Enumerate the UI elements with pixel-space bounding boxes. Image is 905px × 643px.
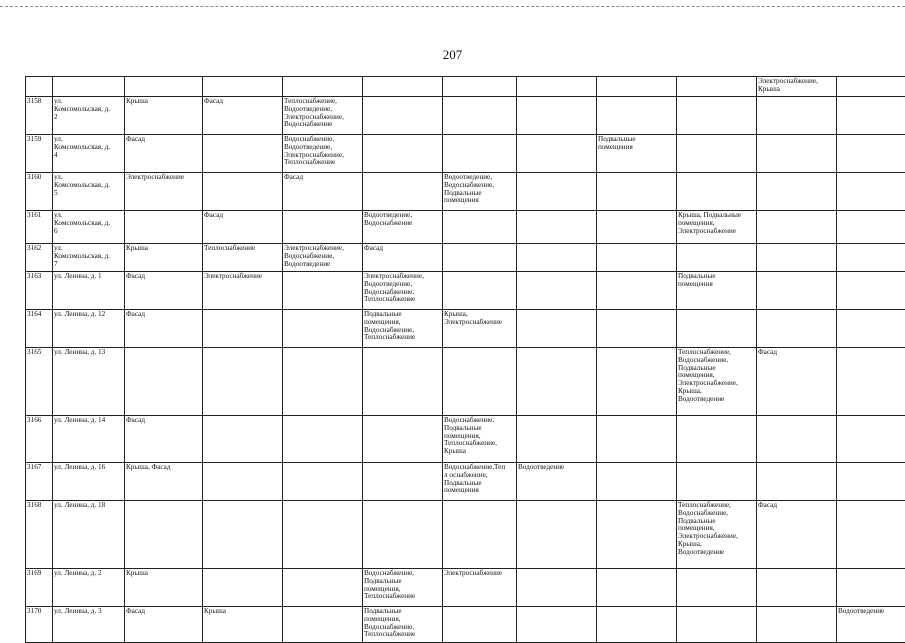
row-number-cell: 3167 xyxy=(26,463,53,501)
table-cell: Теплоснабжение, Водоотведение, Электроснабжение, Водоснабжение xyxy=(283,97,363,135)
table-cell xyxy=(283,463,363,501)
table-cell xyxy=(53,77,125,97)
table-header-row xyxy=(26,77,905,97)
table-cell xyxy=(283,416,363,463)
table-row xyxy=(26,135,905,173)
table-cell xyxy=(517,135,597,173)
table-cell xyxy=(677,244,757,272)
table-cell xyxy=(677,135,757,173)
table-cell: Фасад xyxy=(203,97,283,135)
table-cell xyxy=(837,569,905,607)
table-cell xyxy=(443,501,517,569)
table-cell: Фасад xyxy=(203,211,283,244)
table-cell xyxy=(597,463,677,501)
table-cell: Теплоснабжение, Водоснабжение, Подвальные помещения, Электроснабжение, Крыша, Водоотведение xyxy=(677,501,757,569)
table-cell: Фасад xyxy=(757,348,837,416)
table-cell: Крыша xyxy=(125,569,203,607)
table-cell xyxy=(443,348,517,416)
table-cell xyxy=(443,97,517,135)
table-cell xyxy=(597,173,677,211)
table-cell xyxy=(597,310,677,348)
table-row xyxy=(26,244,905,272)
row-number-cell: 3162 xyxy=(26,244,53,272)
table-cell xyxy=(363,97,443,135)
table-row xyxy=(26,272,905,310)
table-cell: Электроснабжение, Водоснабжение, Водоотведение xyxy=(283,244,363,272)
table-cell: Электроснабжение xyxy=(443,569,517,607)
table-cell: Крыша, Фасад xyxy=(125,463,203,501)
repair-schedule-table xyxy=(25,76,905,643)
table-cell: Водоотведение, Водоснабжение, Подвальные помещения xyxy=(443,173,517,211)
table-cell xyxy=(517,501,597,569)
row-number-cell: 3158 xyxy=(26,97,53,135)
table-cell xyxy=(757,173,837,211)
table-cell: Подвальные помещения, Водоснабжение, Теплоснабжение xyxy=(363,607,443,643)
address-cell: ул. Комсомольская, д. 4 xyxy=(53,135,125,173)
table-cell xyxy=(757,211,837,244)
table-cell xyxy=(517,272,597,310)
table-cell xyxy=(363,135,443,173)
table-cell xyxy=(597,416,677,463)
table-cell xyxy=(517,211,597,244)
table-cell xyxy=(517,416,597,463)
table-cell xyxy=(517,97,597,135)
table-cell: Крыша xyxy=(125,97,203,135)
table-row xyxy=(26,348,905,416)
table-cell xyxy=(837,348,905,416)
table-cell: Электроснабжение, Крыша xyxy=(757,77,837,97)
table-cell xyxy=(443,77,517,97)
row-number-cell: 3161 xyxy=(26,211,53,244)
table-cell: Крыша xyxy=(203,607,283,643)
address-cell: ул. Ленина, д. 1 xyxy=(53,272,125,310)
table-cell xyxy=(597,244,677,272)
table-cell xyxy=(757,463,837,501)
table-cell: Электроснабжение xyxy=(125,173,203,211)
table-cell: Теплоснабжение xyxy=(203,244,283,272)
table-cell xyxy=(203,135,283,173)
table-cell xyxy=(677,77,757,97)
table-cell xyxy=(597,501,677,569)
table-cell: Водоотведение xyxy=(517,463,597,501)
table-cell: Водоснабжение,Теп л оснабжение, Подвальные помещения xyxy=(443,463,517,501)
table-cell xyxy=(517,569,597,607)
table-cell xyxy=(597,607,677,643)
address-cell: ул. Ленина, д. 14 xyxy=(53,416,125,463)
table-cell xyxy=(517,173,597,211)
table-row xyxy=(26,173,905,211)
table-cell xyxy=(597,569,677,607)
table-cell xyxy=(125,501,203,569)
table-cell xyxy=(26,77,53,97)
table-cell xyxy=(283,348,363,416)
table-cell: Крыша, Подвальные помещения, Электроснабжение xyxy=(677,211,757,244)
row-number-cell: 3163 xyxy=(26,272,53,310)
row-number-cell: 3168 xyxy=(26,501,53,569)
table-cell xyxy=(837,501,905,569)
table-row xyxy=(26,463,905,501)
row-number-cell: 3169 xyxy=(26,569,53,607)
table-cell: Фасад xyxy=(125,135,203,173)
scan-edge-line xyxy=(0,6,905,7)
table-cell xyxy=(203,77,283,97)
table-cell xyxy=(837,272,905,310)
page-number: 207 xyxy=(0,47,905,63)
table-cell: Фасад xyxy=(125,416,203,463)
table-cell xyxy=(363,463,443,501)
table-cell xyxy=(757,97,837,135)
table-row xyxy=(26,97,905,135)
row-number-cell: 3159 xyxy=(26,135,53,173)
table-cell xyxy=(677,607,757,643)
table-cell xyxy=(837,97,905,135)
table-cell xyxy=(517,348,597,416)
table-cell xyxy=(283,310,363,348)
table-cell xyxy=(837,416,905,463)
table-cell xyxy=(363,501,443,569)
table-cell: Фасад xyxy=(283,173,363,211)
table-cell: Крыша xyxy=(125,244,203,272)
table-cell xyxy=(837,77,905,97)
table-cell: Фасад xyxy=(125,310,203,348)
table-row xyxy=(26,211,905,244)
table-row xyxy=(26,607,905,643)
table-cell xyxy=(837,211,905,244)
table-cell xyxy=(283,501,363,569)
table-cell xyxy=(363,173,443,211)
table-cell xyxy=(597,97,677,135)
address-cell: ул. Комсомольская, д. 7 xyxy=(53,244,125,272)
table-cell xyxy=(517,244,597,272)
address-cell: ул. Ленина, д. 18 xyxy=(53,501,125,569)
table-cell xyxy=(837,173,905,211)
table-row xyxy=(26,310,905,348)
table-cell: Подвальные помещения, Водоснабжение, Теплоснабжение xyxy=(363,310,443,348)
table-cell xyxy=(125,211,203,244)
table-cell xyxy=(757,272,837,310)
table-cell xyxy=(757,416,837,463)
table-cell xyxy=(363,348,443,416)
table-cell xyxy=(203,348,283,416)
table-cell: Фасад xyxy=(125,272,203,310)
table-cell xyxy=(283,607,363,643)
table-cell: Подвальные помещения xyxy=(677,272,757,310)
address-cell: ул. Ленина, д. 3 xyxy=(53,607,125,643)
table-cell xyxy=(597,348,677,416)
table-cell: Электроснабжение, Водоотведение, Водоснабжение, Теплоснабжение xyxy=(363,272,443,310)
table-cell xyxy=(517,310,597,348)
table-cell: Подвальные помещения xyxy=(597,135,677,173)
table-cell xyxy=(677,97,757,135)
table-cell xyxy=(757,135,837,173)
row-number-cell: 3160 xyxy=(26,173,53,211)
address-cell: ул. Ленина, д. 13 xyxy=(53,348,125,416)
table-cell xyxy=(837,310,905,348)
table-cell xyxy=(597,272,677,310)
table-cell: Водоснабжение, Подвальные помещения, Теплоснабжение xyxy=(363,569,443,607)
table-cell xyxy=(203,310,283,348)
table-cell xyxy=(837,244,905,272)
table-cell xyxy=(597,211,677,244)
address-cell: ул. Комсомольская, д. 6 xyxy=(53,211,125,244)
table-cell xyxy=(283,569,363,607)
table-cell xyxy=(517,77,597,97)
table-cell xyxy=(443,244,517,272)
table-cell: Водоснабжение, Подвальные помещения, Теплоснабжение, Крыша xyxy=(443,416,517,463)
table-cell xyxy=(677,569,757,607)
table-cell xyxy=(283,77,363,97)
table-cell xyxy=(443,135,517,173)
table-cell: Фасад xyxy=(125,607,203,643)
table-cell xyxy=(203,173,283,211)
row-number-cell: 3165 xyxy=(26,348,53,416)
table-cell xyxy=(757,569,837,607)
table-cell xyxy=(837,135,905,173)
table-cell xyxy=(757,310,837,348)
table-cell xyxy=(203,501,283,569)
table-cell xyxy=(837,463,905,501)
table-cell xyxy=(363,77,443,97)
table-cell xyxy=(203,463,283,501)
table-cell xyxy=(283,272,363,310)
table-cell xyxy=(203,416,283,463)
table-cell xyxy=(677,463,757,501)
row-number-cell: 3170 xyxy=(26,607,53,643)
table-cell xyxy=(757,607,837,643)
address-cell: ул. Ленина, д. 16 xyxy=(53,463,125,501)
table-cell: Водоотведение xyxy=(837,607,905,643)
table-cell: Электроснабжение xyxy=(203,272,283,310)
table-cell xyxy=(363,416,443,463)
table-cell: Крыша, Электроснабжение xyxy=(443,310,517,348)
address-cell: ул. Ленина, д. 12 xyxy=(53,310,125,348)
table-cell: Водоотведение, Водоснабжение xyxy=(363,211,443,244)
table-cell: Фасад xyxy=(757,501,837,569)
table-cell xyxy=(443,607,517,643)
row-number-cell: 3164 xyxy=(26,310,53,348)
table-row xyxy=(26,501,905,569)
table-cell xyxy=(443,272,517,310)
address-cell: ул. Ленина, д. 2 xyxy=(53,569,125,607)
table-cell: Водоснабжение, Водоотведение, Электроснабжение, Теплоснабжение xyxy=(283,135,363,173)
table-row xyxy=(26,416,905,463)
table-cell xyxy=(597,77,677,97)
row-number-cell: 3166 xyxy=(26,416,53,463)
table-cell xyxy=(443,211,517,244)
table-cell xyxy=(125,348,203,416)
table-cell xyxy=(517,607,597,643)
table-cell: Фасад xyxy=(363,244,443,272)
table-cell xyxy=(283,211,363,244)
table-cell xyxy=(677,173,757,211)
address-cell: ул. Комсомольская, д. 5 xyxy=(53,173,125,211)
table-cell xyxy=(677,310,757,348)
table-row xyxy=(26,569,905,607)
table-cell xyxy=(203,569,283,607)
table-cell xyxy=(757,244,837,272)
table-cell xyxy=(677,416,757,463)
table-cell: Теплоснабжение, Водоснабжение, Подвальные помещения, Электроснабжение, Крыша, Водоотведение xyxy=(677,348,757,416)
address-cell: ул. Комсомольская, д. 2 xyxy=(53,97,125,135)
table-cell xyxy=(125,77,203,97)
